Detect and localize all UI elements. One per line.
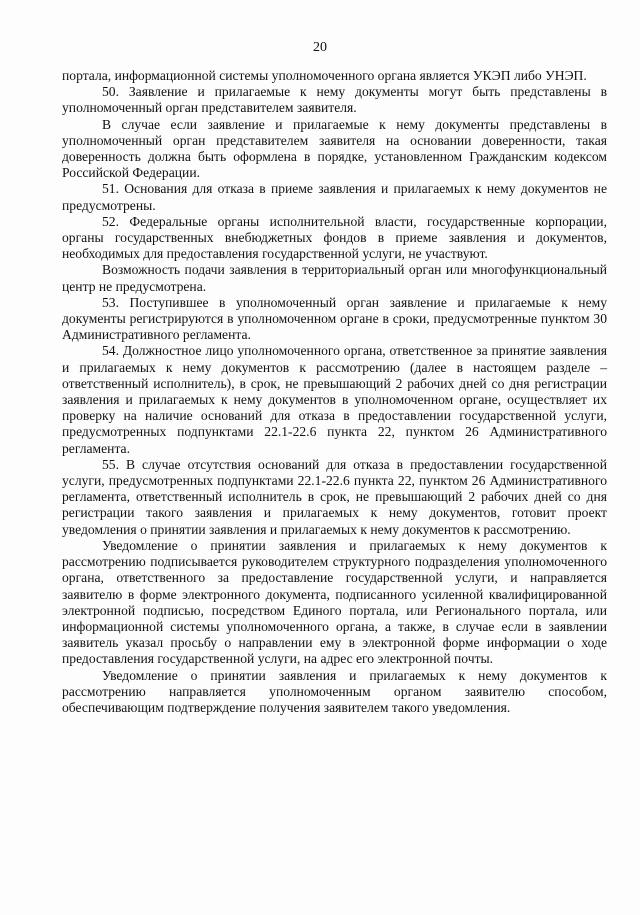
paragraph: 50. Заявление и прилагаемые к нему документы могут быть представлены в уполномоченный орган представителем заявителя. bbox=[62, 84, 607, 116]
paragraph: 55. В случае отсутствия оснований для отказа в предоставлении государственной услуги, предусмотренных подпунктами 22.1-22.6 пункта 22, пунктом 26 Административного регламента, ответственный исполнитель в срок, не превышающий 2 рабочих дней со дня регистрации такого заявления и прилагаемых к нему документов, готовит проект уведомления о принятии заявления и прилагаемых к нему документов к рассмотрению. bbox=[62, 456, 607, 537]
page-number: 20 bbox=[313, 40, 327, 55]
paragraph: В случае если заявление и прилагаемые к нему документы представлены в уполномоченный орган представителем заявителя на основании доверенности, такая доверенность должна быть оформлена в порядке, установленном Гражданским кодексом Российской Федерации. bbox=[62, 116, 607, 181]
paragraph: 53. Поступившее в уполномоченный орган заявление и прилагаемые к нему документы регистрируются в уполномоченном органе в сроки, предусмотренные пунктом 30 Административного регламента. bbox=[62, 294, 607, 343]
paragraph: Уведомление о принятии заявления и прилагаемых к нему документов к рассмотрению направляется уполномоченным органом заявителю способом, обеспечивающим подтверждение получения заявителем такого уведомления. bbox=[62, 667, 607, 715]
document-body bbox=[62, 68, 607, 716]
paragraph: 54. Должностное лицо уполномоченного органа, ответственное за принятие заявления и прилагаемых к нему документов к рассмотрению (далее в настоящем разделе – ответственный исполнитель), в срок, не превышающий 2 рабочих дней со дня регистрации заявления и прилагаемых к нему документов в уполномоченном органе, осуществляет их проверку на наличие оснований для отказа в предоставлении государственной услуги, предусмотренных подпунктами 22.1-22.6 пункта 22, пунктом 26 Административного регламента. bbox=[62, 343, 607, 456]
paragraph: 52. Федеральные органы исполнительной власти, государственные корпорации, органы государственных внебюджетных фондов в приеме заявления и документов, необходимых для предоставления государственной услуги, не участвуют. bbox=[62, 213, 607, 262]
paragraph: Уведомление о принятии заявления и прилагаемых к нему документов к рассмотрению подписывается руководителем структурного подразделения уполномоченного органа, ответственного за предоставление государственной услуги, и направляется заявителю в форме электронного документа, подписанного усиленной квалифицированной электронной подписью, посредством Единого портала, или Регионального портала, или информационной системы уполномоченного органа, а также, в случае если в заявлении заявитель указал просьбу о направлении ему в электронной форме информации о ходе предоставления государственной услуги, на адрес его электронной почты. bbox=[62, 537, 607, 667]
paragraph: 51. Основания для отказа в приеме заявления и прилагаемых к нему документов не предусмотрены. bbox=[62, 181, 607, 213]
paragraph: Возможность подачи заявления в территориальный орган или многофункциональный центр не предусмотрена. bbox=[62, 262, 607, 294]
paragraph: портала, информационной системы уполномоченного органа является УКЭП либо УНЭП. bbox=[62, 68, 587, 83]
